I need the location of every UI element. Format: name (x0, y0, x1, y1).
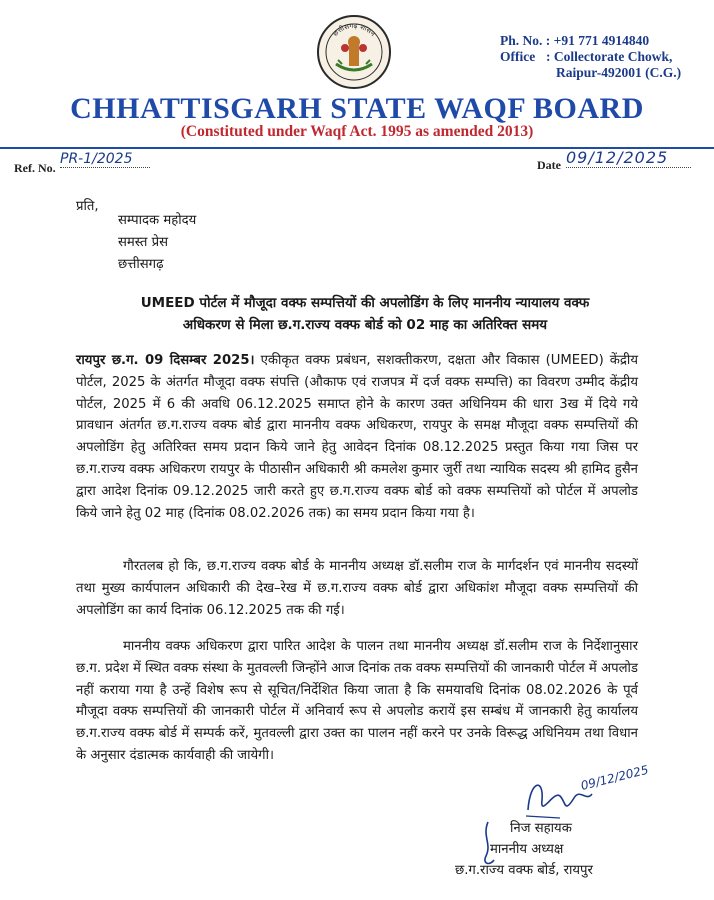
addressee-line2: समस्त प्रेस (118, 235, 169, 250)
signatory-block (455, 818, 593, 881)
subject-line1: UMEED पोर्टल में मौजूदा वक्फ सम्पत्तियों की अपलोडिंग के लिए माननीय न्यायालय वक्फ (140, 295, 590, 311)
body-paragraph-3 (76, 636, 638, 767)
office-address-line2: Raipur-492001 (C.G.) (556, 65, 682, 80)
addressee-to: प्रति, (76, 199, 99, 214)
ref-label: Ref. No. (14, 161, 56, 175)
office-label: Office (500, 49, 536, 64)
date-label: Date (537, 158, 561, 172)
contact-phone (500, 33, 649, 49)
ref-number: PR-1/2025 (60, 151, 150, 168)
body-paragraph-1 (76, 350, 638, 524)
phone-number: +91 771 4914840 (553, 33, 650, 48)
addressee-line1: सम्पादक महोदय (118, 213, 197, 228)
signatory-line2: माननीय अध्यक्ष (490, 842, 564, 857)
paragraph-1-text: एकीकृत वक्फ प्रबंधन, सशक्तीकरण, दक्षता और विकास (UMEED) केंद्रीय पोर्टल, 2025 के अंतर्गत मौजूदा वक्फ संपत्ति (औकाफ एवं राजपत्र में दर्ज वक्फ सम्पत्ति) का विवरण उम्मीद केंद्रीय पोर्टल, 2025 में 6 की अवधि 06.12.2025 समाप्त होने के कारण उक्त अधिनियम की धारा 3ख में दिये गये प्रावधान अंतर्गत छ.ग.राज्य वक्फ बोर्ड द्वारा माननीय वक्फ अधिकरण, रायपुर के समक्ष मौजूदा वक्फ सम्पत्तियों की अपलोडिंग हेतु अतिरिक्त समय प्रदान किये जाने हेतु आवेदन दिनांक 08.12.2025 प्रस्तुत किया गया जिस पर छ.ग.राज्य वक्फ अधिकरण रायपुर के पीठासीन अधिकारी श्री कमलेश कुमार जुर्री तथा न्यायिक सदस्य श्री हामिद हुसैन द्वारा आदेश दिनांक 09.12.2025 जारी करते हुए छ.ग.राज्य वक्फ बोर्ड को वक्फ सम्पत्तियों को पोर्टल में अपलोड किये जाने हेतु 02 माह (दिनांक 08.02.2026 तक) का समय प्रदान किया गया है। (76, 353, 638, 521)
phone-label: Ph. No. : (500, 33, 551, 48)
paragraph-3-text: माननीय वक्फ अधिकरण द्वारा पारित आदेश के पालन तथा माननीय अध्यक्ष डॉ.सलीम राज के निर्देशानुसार छ.ग. प्रदेश में स्थित वक्फ संस्था के मुतवल्ली जिन्होंने आज दिनांक तक वक्फ सम्पत्तियों की जानकारी पोर्टल में अपलोड नहीं कराया गया है उन्हें विशेष रूप से सूचित/निर्देशित किया जाता है कि समयावधि दिनांक 08.02.2026 के पूर्व मौजूदा वक्फ सम्पत्तियों की जानकारी पोर्टल में अनिवार्य रूप से अपलोड करायें इस सम्बंध में जानकारी हेतु कार्यालय छ.ग.राज्य वक्फ बोर्ड में सम्पर्क करें, मुतवल्ली द्वारा उक्त का पालन नहीं करने पर उनके विरूद्ध अधिनियम तथा विधान के अनुसार दंडात्मक कार्यवाही की जायेगी। (76, 639, 638, 763)
paragraph-2-text: गौरतलब हो कि, छ.ग.राज्य वक्फ बोर्ड के माननीय अध्यक्ष डॉ.सलीम राज के मार्गदर्शन एवं माननीय सदस्यों तथा मुख्य कार्यपालन अधिकारी की देख–रेख में छ.ग.राज्य वक्फ बोर्ड द्वारा अधिकांश मौजूदा वक्फ सम्पत्तियों की अपलोडिंग का कार्य दिनांक 06.12.2025 तक की गई। (76, 559, 638, 618)
subject (80, 292, 650, 336)
org-title: CHHATTISGARH STATE WAQF BOARD (70, 92, 644, 125)
state-emblem-seal (316, 14, 392, 90)
date-value: 09/12/2025 (566, 148, 691, 168)
signatory-line3: छ.ग.राज्य वक्फ बोर्ड, रायपुर (455, 863, 593, 878)
body-paragraph-2 (76, 556, 638, 621)
subject-line2: अधिकरण से मिला छ.ग.राज्य वक्फ बोर्ड को 02 माह का अतिरिक्त समय (182, 317, 548, 333)
signature-date: 09/12/2025 (579, 762, 650, 793)
office-address-line1: : Collectorate Chowk, (546, 49, 673, 64)
seal-text: छत्तीसगढ़ शासन (331, 21, 377, 38)
org-subtitle: (Constituted under Waqf Act. 1995 as amended 2013) (180, 123, 534, 140)
dateline: रायपुर छ.ग. 09 दिसम्बर 2025। (76, 353, 255, 368)
addressee-line3: छत्तीसगढ़ (118, 257, 164, 272)
signatory-line1: निज सहायक (510, 821, 572, 836)
